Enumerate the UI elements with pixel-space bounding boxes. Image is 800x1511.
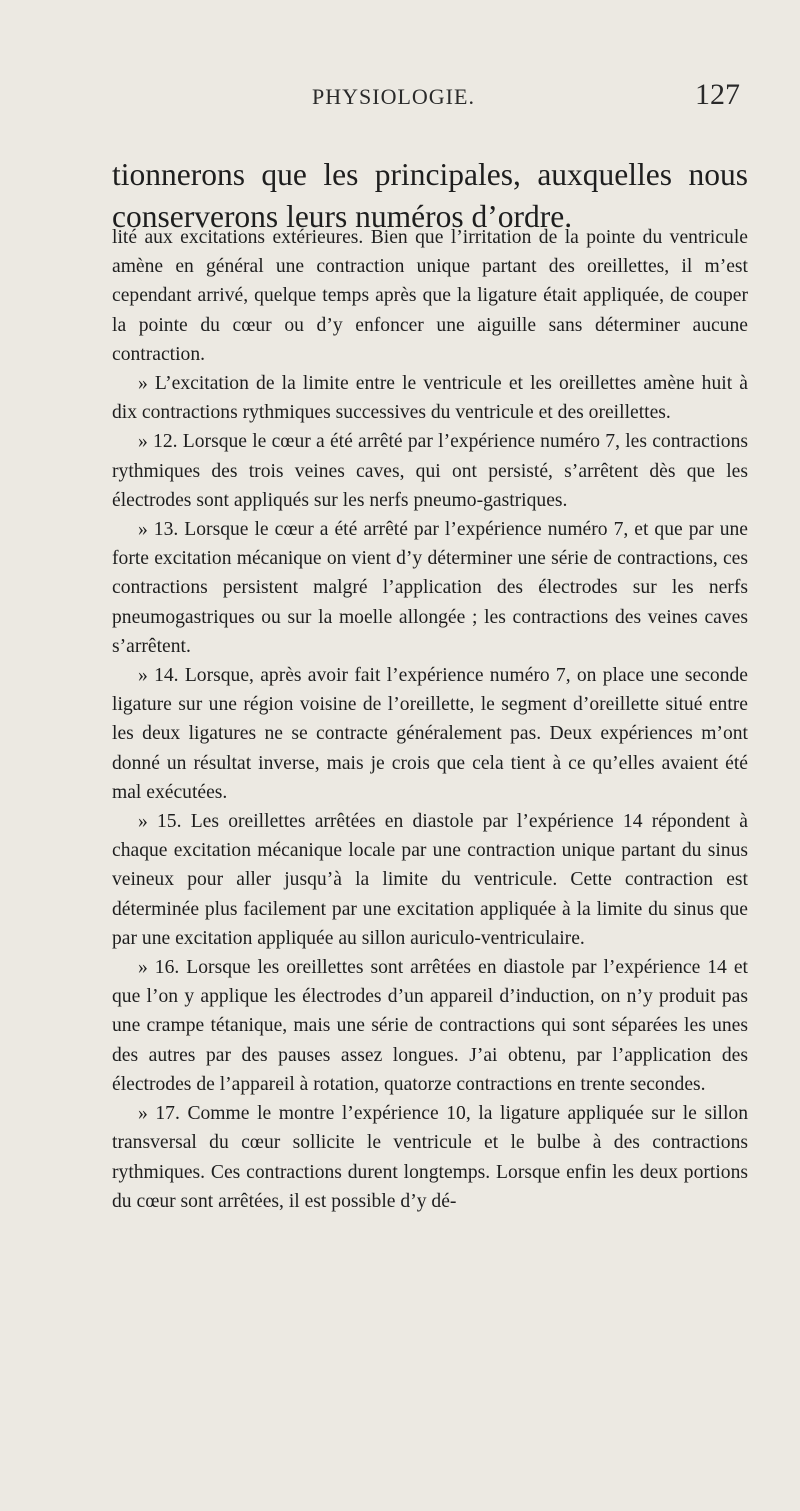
paragraph-continuation: lité aux excitations extérieures. Bien que l’irritation de la pointe du ventricule amène en général une contraction unique partant des oreillettes, il m’est cependant arrivé, quelque temps après que la ligature était appliquée, de couper la pointe du cœur ou d’y enfoncer une aiguille sans déterminer aucune contraction.: [112, 227, 748, 365]
paragraph-16: » 16. Lorsque les oreillettes sont arrêtées en diastole par l’expérience 14 et que l’on y applique les électrodes d’un appareil d’induction, on n’y produit pas une crampe tétanique, mais une série de contractions qui sont séparées les unes des autres par des pauses assez longues. J’ai obtenu, par l’application des électrodes de l’appareil à rotation, quatorze contractions en trente secondes.: [112, 957, 748, 1095]
paragraph-14: » 14. Lorsque, après avoir fait l’expérience numéro 7, on place une seconde ligature sur une région voisine de l’oreillette, le segment d’oreillette situé entre les deux ligatures ne se contracte généralement pas. Deux expériences m’ont donné un résultat inverse, mais je crois que cela tient à ce qu’elles avaient été mal exécutées.: [112, 665, 748, 803]
paragraph-17: » 17. Comme le montre l’expérience 10, la ligature appliquée sur le sillon transversal du cœur sollicite le ventricule et le bulbe à des contractions rythmiques. Ces contractions durent longtemps. Lorsque enfin les deux portions du cœur sont arrêtées, il est possible d’y dé-: [112, 1103, 748, 1212]
paragraph-13: » 13. Lorsque le cœur a été arrêté par l’expérience numéro 7, et que par une forte excitation mécanique on vient d’y déterminer une série de contractions, ces contractions persistent malgré l’application des électrodes sur les nerfs pneumogastriques ou sur la moelle allongée ; les contractions des veines caves s’arrêtent.: [112, 519, 748, 657]
paragraph-15: » 15. Les oreillettes arrêtées en diastole par l’expérience 14 répondent à chaque excitation mécanique locale par une contraction unique partant du sinus veineux pour aller jusqu’à la limite du ventricule. Cette contraction est déterminée plus facilement par une excitation appliquée à la limite du sinus que par une excitation appliquée au sillon auriculo-ventriculaire.: [112, 811, 748, 949]
running-head: [112, 78, 740, 118]
lead-paragraph: tionnerons que les principales, auxquelles nous conserverons leurs numéros d’ordre.: [112, 156, 748, 234]
body-text: [112, 223, 748, 1216]
paragraph-12: » 12. Lorsque le cœur a été arrêté par l’expérience numéro 7, les contractions rythmiques des trois veines caves, qui ont persisté, s’arrêtent dès que les électrodes sont appliqués sur les nerfs pneumo-gastriques.: [112, 431, 748, 511]
page-number: 127: [695, 78, 740, 111]
paragraph-excitation-limit: » L’excitation de la limite entre le ventricule et les oreillettes amène huit à dix contractions rythmiques successives du ventricule et des oreillettes.: [112, 373, 748, 424]
running-title: PHYSIOLOGIE.: [312, 84, 475, 109]
